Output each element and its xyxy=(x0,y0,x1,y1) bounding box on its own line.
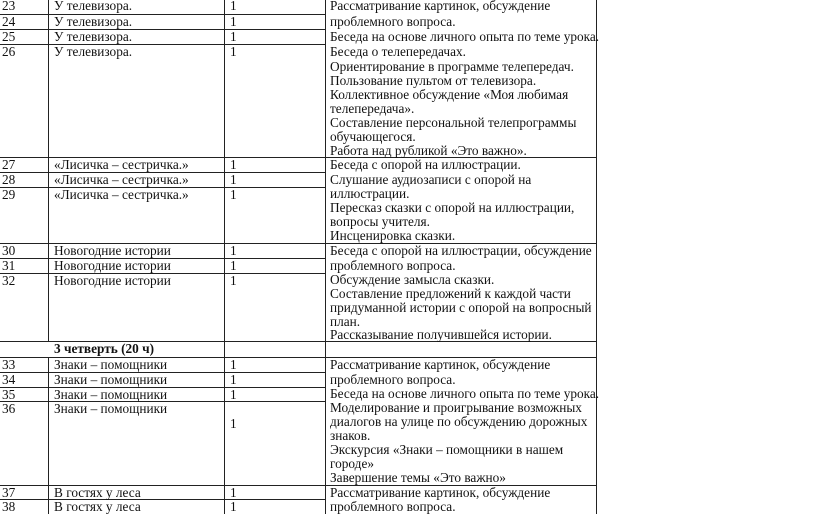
lesson-number: 37 xyxy=(2,485,16,500)
activity-line: телепередача». xyxy=(330,101,415,116)
lesson-topic: У телевизора. xyxy=(54,0,133,13)
lesson-topic: «Лисичка – сестричка.» xyxy=(54,172,189,187)
activity-line: проблемного вопроса. xyxy=(330,14,456,29)
activity-line: знаков. xyxy=(330,428,371,443)
activity-line: диалогов на улице по обсуждению дорожных xyxy=(330,414,588,429)
activity-line: Инсценировка сказки. xyxy=(330,228,456,243)
lesson-hours: 1 xyxy=(230,357,237,372)
quarter-heading: 3 четверть (20 ч) xyxy=(54,341,155,356)
activity-line: обучающегося. xyxy=(330,129,416,144)
lesson-topic: Новогодние истории xyxy=(54,258,171,273)
column-divider xyxy=(48,357,49,514)
lesson-topic: «Лисичка – сестричка.» xyxy=(54,157,189,172)
activity-line: Беседа о телепередачах. xyxy=(330,44,466,59)
lesson-hours: 1 xyxy=(230,258,237,273)
activity-line: Составление персональной телепрограммы xyxy=(330,115,577,130)
lesson-hours: 1 xyxy=(230,187,237,202)
lesson-topic: В гостях у леса xyxy=(54,485,141,500)
lesson-number: 31 xyxy=(2,258,16,273)
lesson-topic: Новогодние истории xyxy=(54,273,171,288)
lesson-topic: «Лисичка – сестричка.» xyxy=(54,187,189,202)
lesson-topic: У телевизора. xyxy=(54,29,133,44)
lesson-hours: 1 xyxy=(230,372,237,387)
lesson-number: 23 xyxy=(2,0,16,13)
activity-line: Беседа с опорой на иллюстрации. xyxy=(330,157,521,172)
activity-line: Пересказ сказки с опорой на иллюстрации, xyxy=(330,200,575,215)
activity-line: Рассказывание получившейся истории. xyxy=(330,327,552,342)
activity-line: иллюстрации. xyxy=(330,186,410,201)
lesson-topic: У телевизора. xyxy=(54,14,133,29)
column-divider xyxy=(224,0,225,514)
activity-line: проблемного вопроса. xyxy=(330,499,456,514)
activity-line: Составление предложений к каждой части xyxy=(330,286,571,301)
activity-line: Работа над рубликой «Это важно». xyxy=(330,143,527,158)
lesson-hours: 1 xyxy=(230,499,237,514)
lesson-number: 33 xyxy=(2,357,16,372)
lesson-hours: 1 xyxy=(230,29,237,44)
activity-line: Коллективное обсуждение «Моя любимая xyxy=(330,87,569,102)
activity-line: Обсуждение замысла сказки. xyxy=(330,272,495,287)
lesson-number: 29 xyxy=(2,187,16,202)
lesson-hours: 1 xyxy=(230,416,237,431)
lesson-hours: 1 xyxy=(230,172,237,187)
lesson-number: 38 xyxy=(2,499,16,514)
activity-line: Слушание аудиозаписи с опорой на xyxy=(330,172,532,187)
column-divider xyxy=(325,0,326,514)
lesson-hours: 1 xyxy=(230,44,237,59)
lesson-topic: У телевизора. xyxy=(54,44,133,59)
lesson-number: 27 xyxy=(2,157,16,172)
activity-line: Рассматривание картинок, обсуждение xyxy=(330,485,551,500)
lesson-number: 30 xyxy=(2,243,16,258)
lesson-topic: Знаки – помощники xyxy=(54,401,168,416)
activity-line: Беседа на основе личного опыта по теме урока. xyxy=(330,386,600,401)
column-divider xyxy=(596,0,597,514)
lesson-hours: 1 xyxy=(230,273,237,288)
activity-line: проблемного вопроса. xyxy=(330,372,456,387)
lesson-topic: Знаки – помощники xyxy=(54,387,168,402)
lesson-hours: 1 xyxy=(230,243,237,258)
activity-line: вопросы учителя. xyxy=(330,214,430,229)
lesson-number: 36 xyxy=(2,401,16,416)
lesson-number: 34 xyxy=(2,372,16,387)
lesson-hours: 1 xyxy=(230,387,237,402)
lesson-hours: 1 xyxy=(230,485,237,500)
lesson-number: 24 xyxy=(2,14,16,29)
activity-line: Рассматривание картинок, обсуждение xyxy=(330,0,551,13)
lesson-number: 26 xyxy=(2,44,16,59)
lesson-number: 35 xyxy=(2,387,16,402)
activity-line: Пользование пультом от телевизора. xyxy=(330,73,537,88)
lesson-hours: 1 xyxy=(230,14,237,29)
activity-line: Беседа с опорой на иллюстрации, обсуждение xyxy=(330,243,592,258)
activity-line: Беседа на основе личного опыта по теме урока. xyxy=(330,29,600,44)
activity-line: Завершение темы «Это важно» xyxy=(330,470,506,485)
activity-line: придуманной истории с опорой на вопросный xyxy=(330,300,592,315)
lesson-topic: Знаки – помощники xyxy=(54,357,168,372)
activity-line: проблемного вопроса. xyxy=(330,258,456,273)
lesson-number: 25 xyxy=(2,29,16,44)
lesson-topic: В гостях у леса xyxy=(54,499,141,514)
lesson-topic: Знаки – помощники xyxy=(54,372,168,387)
activity-line: план. xyxy=(330,314,361,329)
activity-line: Ориентирование в программе телепередач. xyxy=(330,59,574,74)
lesson-hours: 1 xyxy=(230,0,237,13)
lesson-hours: 1 xyxy=(230,157,237,172)
lesson-number: 32 xyxy=(2,273,16,288)
activity-line: городе» xyxy=(330,456,375,471)
column-divider xyxy=(48,0,49,341)
activity-line: Моделирование и проигрывание возможных xyxy=(330,400,582,415)
activity-line: Экскурсия «Знаки – помощники в нашем xyxy=(330,442,564,457)
lesson-number: 28 xyxy=(2,172,16,187)
activity-line: Рассматривание картинок, обсуждение xyxy=(330,357,551,372)
lesson-topic: Новогодние истории xyxy=(54,243,171,258)
